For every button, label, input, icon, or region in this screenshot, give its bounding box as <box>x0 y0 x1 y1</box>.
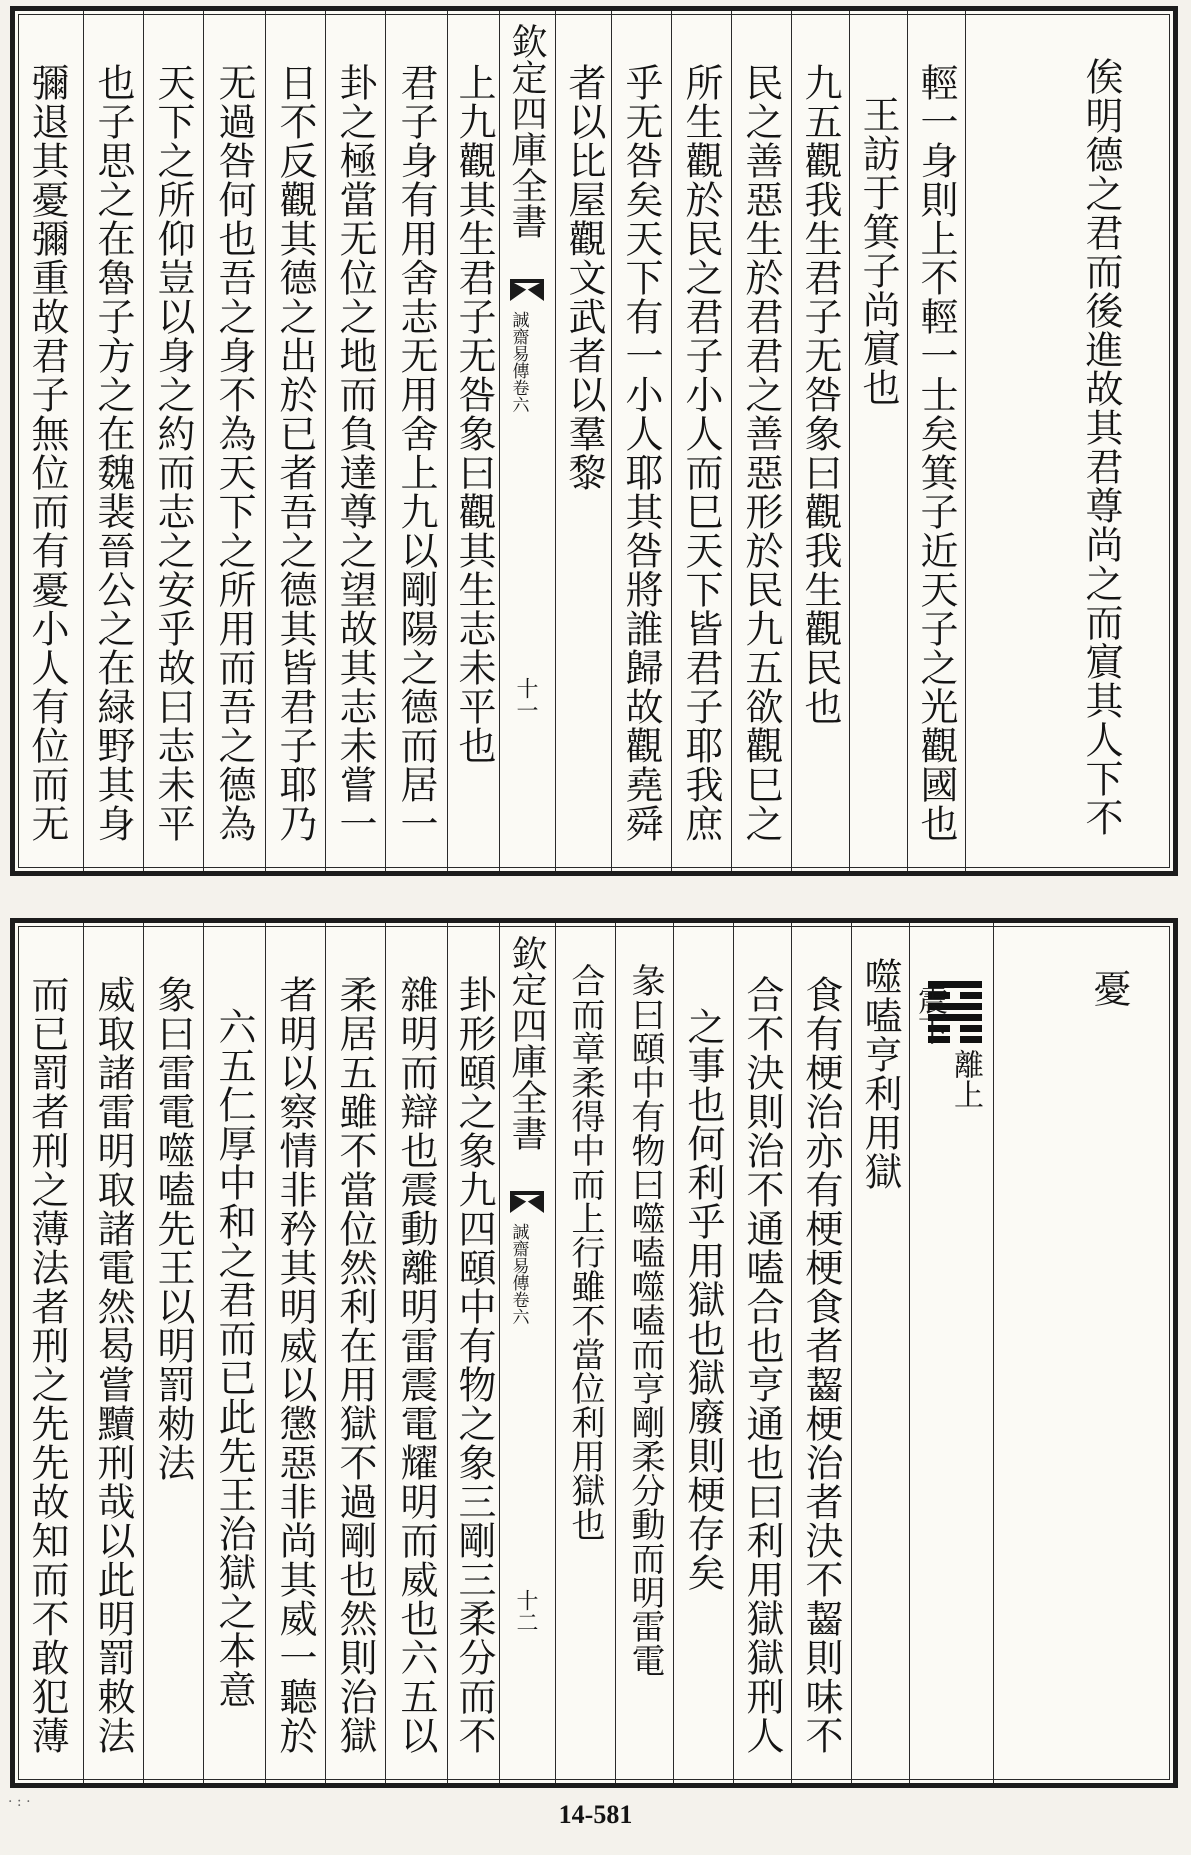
fishtail-ornament-icon <box>508 1187 546 1217</box>
center-subtitle <box>508 311 528 511</box>
column-text: 也子思之在魯子方之在魏裴晉公之在緑野其身 <box>91 63 135 843</box>
text-column <box>325 11 385 871</box>
text-column <box>965 11 1173 871</box>
center-subtitle <box>508 1223 528 1423</box>
text-column <box>15 923 83 1783</box>
text-column <box>673 923 733 1783</box>
text-column <box>731 11 791 871</box>
column-text: 六五仁厚中和之君而已此先王治獄之本意 <box>212 1007 256 1709</box>
column-text: 者以比屋觀文武者以羣黎 <box>562 63 606 492</box>
fishtail-ornament-icon <box>508 275 546 305</box>
column-text: 憂 <box>1087 969 1131 1008</box>
column-text: 俟明德之君而後進故其君尊尚之而賔其人下不 <box>1079 57 1123 837</box>
text-column <box>907 11 965 871</box>
column-text: 无過咎何也吾之身不為天下之所用而吾之德為 <box>212 63 256 843</box>
text-column <box>671 11 731 871</box>
column-text: 彖曰頤中有物曰噬嗑噬嗑而亨剛柔分動而明雷電 <box>625 963 665 1677</box>
book-series-title: 欽定四庫全書 <box>506 23 547 239</box>
column-text: 合不決則治不通嗑合也亨通也曰利用獄獄刑人 <box>740 975 784 1755</box>
text-column <box>447 923 499 1783</box>
folio-number: 十一 <box>513 677 538 721</box>
column-text: 彌退其憂彌重故君子無位而有憂小人有位而无 <box>25 63 69 843</box>
column-text: 上九觀其生君子无咎象曰觀其生志未平也 <box>452 63 496 765</box>
text-column <box>791 923 851 1783</box>
text-column <box>555 11 611 871</box>
text-column <box>385 11 447 871</box>
column-text: 輕一身則上不輕一士矣箕子近天子之光觀國也 <box>914 63 958 843</box>
volume-label: 卷六 <box>508 1291 529 1325</box>
column-text: 合而章柔得中而上行雖不當位利用獄也 <box>565 963 605 1541</box>
column-text: 食有梗治亦有梗梗食者齧梗治者決不齧則味不 <box>799 975 843 1755</box>
text-column <box>83 11 143 871</box>
text-column <box>203 923 265 1783</box>
bottom-page <box>10 918 1178 1788</box>
text-column <box>83 923 143 1783</box>
text-column <box>611 11 671 871</box>
hexagram-column <box>909 923 993 1783</box>
column-text: 日不反觀其德之出於已者吾之德其皆君子耶乃 <box>273 63 317 843</box>
text-column <box>265 11 325 871</box>
column-text: 九五觀我生君子无咎象曰觀我生觀民也 <box>798 63 842 726</box>
column-text: 天下之所仰豈以身之約而志之安乎故曰志未平 <box>151 63 195 843</box>
text-column <box>143 923 203 1783</box>
text-column <box>851 923 909 1783</box>
center-column <box>499 923 555 1783</box>
column-text: 之事也何利乎用獄也獄廢則梗存矣 <box>681 1007 725 1592</box>
text-column <box>993 923 1173 1783</box>
column-text: 王訪于箕子尚賔也 <box>856 95 900 407</box>
text-column <box>447 11 499 871</box>
text-column <box>849 11 907 871</box>
center-column <box>499 11 555 871</box>
column-text: 所生觀於民之君子小人而巳天下皆君子耶我庶 <box>679 63 723 843</box>
upper-trigram-label: 離上 <box>948 1049 983 1109</box>
text-column <box>385 923 447 1783</box>
scan-edge-marks: · : · <box>8 1794 31 1810</box>
column-text: 者明以察情非矜其明威以懲惡非尚其威一聽於 <box>273 975 317 1755</box>
volume-label: 卷六 <box>508 379 529 413</box>
text-column <box>325 923 385 1783</box>
text-column <box>265 923 325 1783</box>
book-title: 誠齋易傳 <box>508 1223 529 1291</box>
column-text: 而已罰者刑之薄法者刑之先先故知而不敢犯薄 <box>25 975 69 1755</box>
text-column <box>615 923 673 1783</box>
text-column <box>791 11 849 871</box>
column-text: 雜明而辯也震動離明雷震電耀明而威也六五以 <box>394 975 438 1755</box>
column-text: 民之善惡生於君君之善惡形於民九五欲觀巳之 <box>739 63 783 843</box>
page-number: 14-581 <box>558 1800 633 1829</box>
column-text: 噬嗑亨利用獄 <box>858 957 902 1191</box>
text-column <box>15 11 83 871</box>
lower-trigram-label: 震下 <box>912 985 947 1045</box>
folio-number: 十二 <box>513 1589 538 1633</box>
column-text: 柔居五雖不當位然利在用獄不過剛也然則治獄 <box>333 975 377 1755</box>
book-series-title: 欽定四庫全書 <box>506 935 547 1151</box>
column-text: 君子身有用舍志无用舍上九以剛陽之德而居一 <box>394 63 438 843</box>
text-column <box>203 11 265 871</box>
top-page <box>10 6 1178 876</box>
text-column <box>555 923 615 1783</box>
column-text: 卦之極當无位之地而負達尊之望故其志未嘗一 <box>333 63 377 843</box>
column-text: 象曰雷電噬嗑先王以明罰勑法 <box>151 975 195 1482</box>
column-text: 乎无咎矣天下有一小人耶其咎將誰歸故觀堯舜 <box>619 63 663 843</box>
text-column <box>733 923 791 1783</box>
column-text: 威取諸雷明取諸電然曷嘗黷刑哉以此明罰敕法 <box>91 975 135 1755</box>
book-title: 誠齋易傳 <box>508 311 529 379</box>
text-column <box>143 11 203 871</box>
column-text: 卦形頤之象九四頤中有物之象三剛三柔分而不 <box>452 975 496 1755</box>
